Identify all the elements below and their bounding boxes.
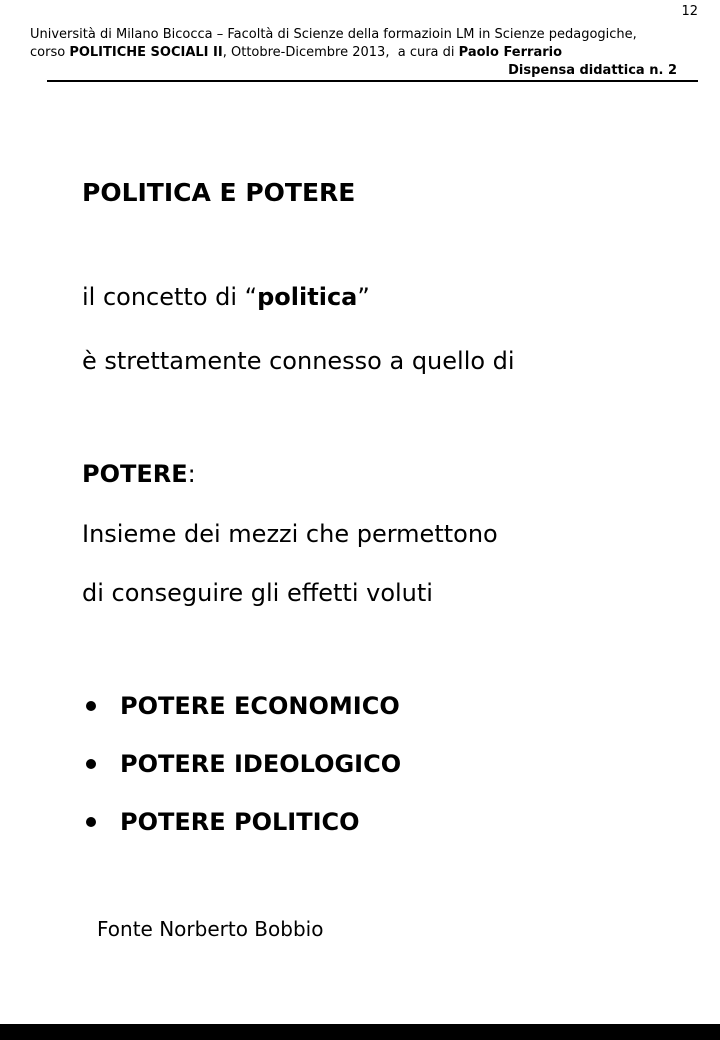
bullet-icon: [86, 817, 96, 827]
header-author-name: Paolo Ferrario: [458, 45, 563, 60]
header-line-1: Università di Milano Bicocca – Facoltà di Scienze della formazioin LM in Scienze pedagogiche,: [30, 27, 637, 42]
bullet-item: [86, 750, 401, 778]
concept-line: [82, 283, 370, 311]
document-title: POLITICA E POTERE: [82, 178, 356, 207]
connect-line: è strettamente connesso a quello di: [82, 347, 515, 375]
potere-colon: :: [187, 460, 196, 488]
potere-term: POTERE: [82, 460, 188, 488]
source-line: Fonte Norberto Bobbio: [97, 917, 324, 941]
concept-suffix: ”: [357, 283, 370, 311]
header-rule: [47, 80, 698, 82]
bullet-label: POTERE IDEOLOGICO: [120, 750, 402, 778]
header-date-text: , Ottobre-Dicembre 2013, a cura di: [222, 45, 459, 60]
bullet-label: POTERE POLITICO: [120, 808, 360, 836]
bottom-edge-bar: [0, 1024, 720, 1040]
page-number: 12: [681, 4, 698, 19]
bullet-icon: [86, 701, 96, 711]
concept-prefix: il concetto di “: [82, 283, 258, 311]
edition-label: Dispensa didattica n. 2: [508, 63, 677, 78]
bullet-label: POTERE ECONOMICO: [120, 692, 400, 720]
header-course-prefix: corso: [30, 45, 70, 60]
bullet-item: [86, 692, 400, 720]
definition-line-2: di conseguire gli effetti voluti: [82, 579, 433, 607]
bullet-item: [86, 808, 360, 836]
header-line-2: [30, 45, 562, 60]
bullet-icon: [86, 759, 96, 769]
header-course-name: POLITICHE SOCIALI II: [69, 45, 223, 60]
definition-line-1: Insieme dei mezzi che permettono: [82, 520, 498, 548]
concept-term: politica: [257, 283, 358, 311]
potere-line: [82, 460, 196, 488]
